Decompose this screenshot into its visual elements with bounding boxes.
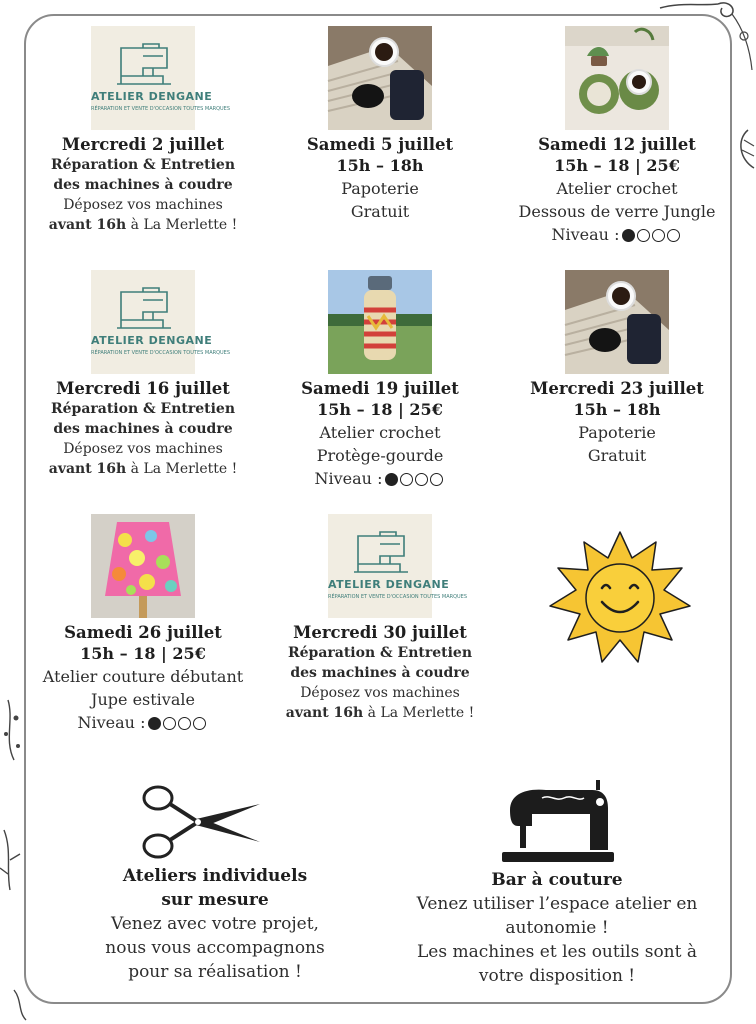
event-hours: 15h – 18 | 25€ <box>554 156 680 175</box>
event-card <box>497 26 737 247</box>
individual-title: sur mesure <box>161 890 269 910</box>
atelier-dengane-logo: ATELIER DENGANE RÉPARATION ET VENTE D'OCCASION TOUTES MARQUES <box>328 514 432 618</box>
event-date: Mercredi 23 juillet <box>530 379 704 398</box>
individual-text: nous vous accompagnons <box>105 938 325 958</box>
bar-text: autonomie ! <box>505 918 609 938</box>
event-hours: 15h – 18h <box>573 400 661 419</box>
event-title: Réparation & Entretien <box>50 401 235 417</box>
event-activity: Papoterie <box>578 423 656 442</box>
bar-title: Bar à couture <box>491 870 623 890</box>
event-card <box>260 514 500 723</box>
individual-text: pour sa réalisation ! <box>128 962 302 982</box>
event-card <box>260 270 500 491</box>
event-title: des machines à coudre <box>290 665 470 681</box>
event-price: Gratuit <box>587 446 647 465</box>
level-indicator <box>148 712 208 735</box>
event-hours: 15h – 18 | 25€ <box>80 644 206 663</box>
event-activity: Atelier crochet <box>556 179 678 198</box>
crochet-coasters-photo <box>565 26 669 130</box>
event-level: Niveau : <box>497 223 737 247</box>
floral-doodle-left <box>0 690 30 1020</box>
event-date: Mercredi 16 juillet <box>56 379 230 398</box>
sewing-machine-logo-icon <box>113 40 175 88</box>
event-activity: Atelier crochet <box>319 423 441 442</box>
event-card <box>23 514 263 735</box>
floral-skirt-photo <box>91 514 195 618</box>
event-date: Mercredi 30 juillet <box>293 623 467 642</box>
coffee-tea-towel-photo <box>565 270 669 374</box>
sewing-machine-logo-icon <box>350 528 412 576</box>
event-card <box>23 270 263 479</box>
event-card <box>497 270 737 467</box>
atelier-dengane-logo: ATELIER DENGANE RÉPARATION ET VENTE D'OCCASION TOUTES MARQUES <box>91 270 195 374</box>
sewing-machine-icon <box>496 780 616 866</box>
event-hours: 15h – 18h <box>336 156 424 175</box>
event-note: avant 16h à La Merlette ! <box>285 705 475 721</box>
event-activity: Atelier couture débutant <box>42 667 244 686</box>
event-activity: Papoterie <box>341 179 419 198</box>
bar-text: Venez utiliser l’espace atelier en <box>416 894 698 914</box>
event-note: avant 16h à La Merlette ! <box>48 461 238 477</box>
event-level: Niveau : <box>260 467 500 491</box>
bar-text: Les machines et les outils sont à <box>417 942 697 962</box>
level-indicator <box>385 468 445 491</box>
event-date: Mercredi 2 juillet <box>61 135 225 154</box>
event-note: Déposez vos machines <box>63 197 223 213</box>
event-date: Samedi 12 juillet <box>538 135 696 154</box>
event-title: des machines à coudre <box>53 421 233 437</box>
bar-a-couture <box>398 868 716 988</box>
event-card <box>23 26 263 235</box>
event-project: Dessous de verre Jungle <box>518 202 716 221</box>
coffee-tea-towel-photo <box>328 26 432 130</box>
bar-text: votre disposition ! <box>478 966 636 986</box>
individual-text: Venez avec votre projet, <box>111 914 319 934</box>
event-level: Niveau : <box>23 711 263 735</box>
event-price: Gratuit <box>350 202 410 221</box>
smiling-sun-icon <box>540 528 700 668</box>
event-title: Réparation & Entretien <box>50 157 235 173</box>
event-project: Jupe estivale <box>91 690 195 709</box>
level-indicator <box>622 224 682 247</box>
event-note: avant 16h à La Merlette ! <box>48 217 238 233</box>
event-title: Réparation & Entretien <box>287 645 472 661</box>
event-title: des machines à coudre <box>53 177 233 193</box>
event-hours: 15h – 18 | 25€ <box>317 400 443 419</box>
event-date: Samedi 26 juillet <box>64 623 222 642</box>
event-note: Déposez vos machines <box>63 441 223 457</box>
event-project: Protège-gourde <box>316 446 444 465</box>
event-date: Samedi 19 juillet <box>301 379 459 398</box>
event-date: Samedi 5 juillet <box>306 135 454 154</box>
atelier-dengane-logo: ATELIER DENGANE RÉPARATION ET VENTE D'OCCASION TOUTES MARQUES <box>91 26 195 130</box>
sewing-machine-logo-icon <box>113 284 175 332</box>
event-card <box>260 26 500 223</box>
scissors-icon <box>140 780 264 864</box>
individual-workshops <box>60 864 370 984</box>
event-note: Déposez vos machines <box>300 685 460 701</box>
individual-title: Ateliers individuels <box>122 866 308 886</box>
crochet-bottle-holder-photo <box>328 270 432 374</box>
